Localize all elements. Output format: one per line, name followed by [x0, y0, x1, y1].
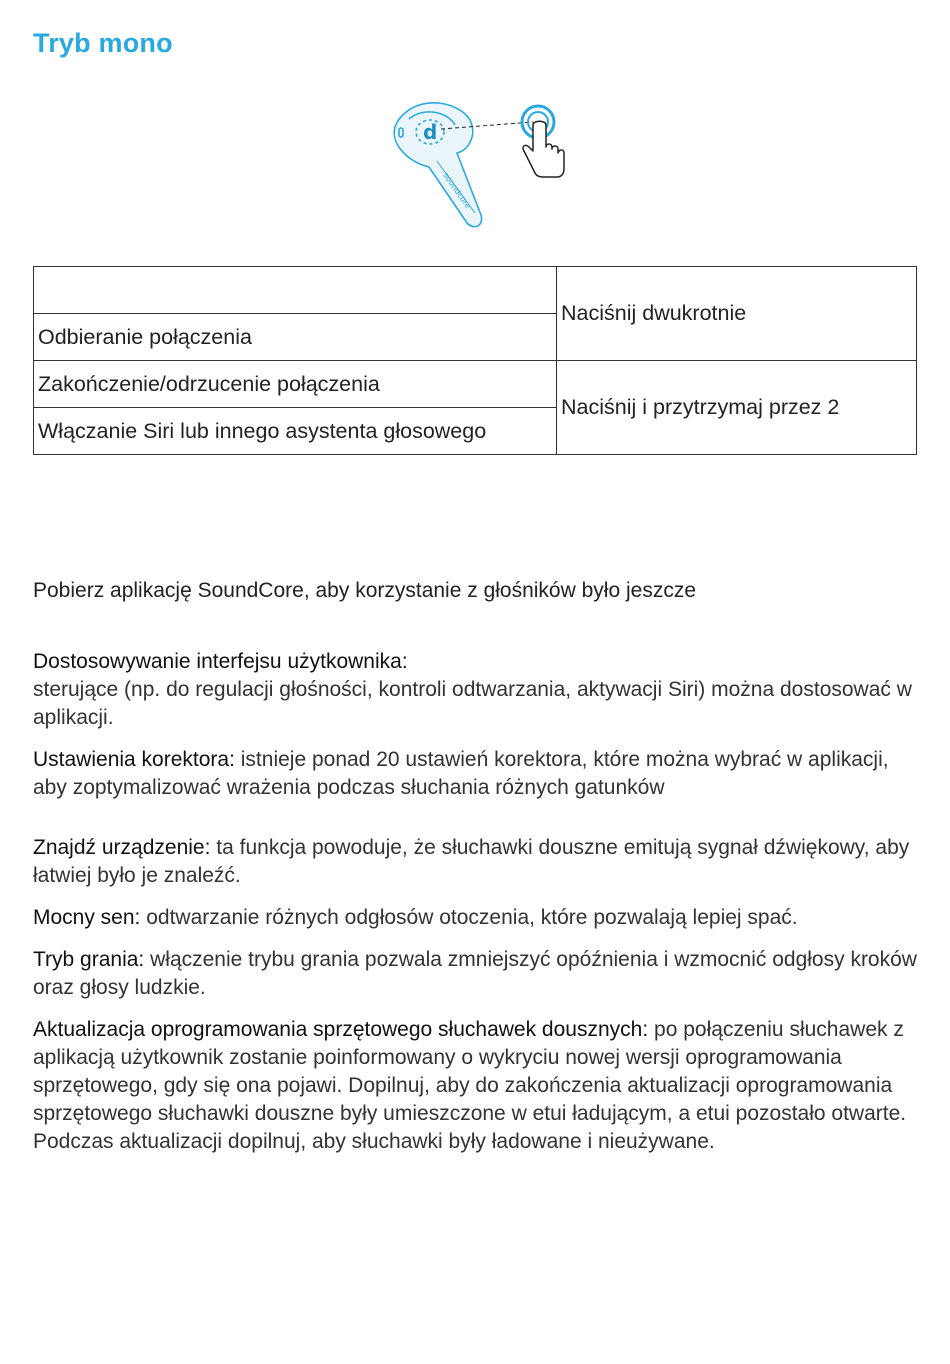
feature-label: Ustawienia korektora:: [33, 748, 235, 771]
earbud-logo-letter: d: [423, 120, 438, 144]
table-cell-action: Odbieranie połączenia: [34, 314, 557, 361]
feature-item: [33, 648, 923, 732]
controls-table: [33, 266, 917, 455]
table-cell-gesture: Naciśnij dwukrotnie: [557, 267, 917, 361]
feature-label: Znajdź urządzenie:: [33, 836, 211, 859]
earbud-tap-illustration: [385, 95, 575, 235]
feature-item: [33, 746, 923, 802]
feature-text: sterujące (np. do regulacji głośności, kontroli odtwarzania, aktywacji Siri) można dostosować w aplikacji.: [33, 678, 912, 729]
feature-label: Aktualizacja oprogramowania sprzętowego słuchawek dousznych:: [33, 1018, 649, 1041]
earbud-icon: [394, 103, 481, 227]
feature-item: [33, 946, 923, 1002]
table-cell-gesture: Naciśnij i przytrzymaj przez 2: [557, 361, 917, 455]
feature-text: włączenie trybu grania pozwala zmniejszyć opóźnienia i wzmocnić odgłosy kroków oraz głosy ludzkie.: [33, 948, 917, 999]
table-cell-action: [34, 267, 557, 314]
feature-label: Dostosowywanie interfejsu użytkownika:: [33, 650, 408, 673]
page-title: Tryb mono: [33, 28, 173, 58]
table-cell-action: Zakończenie/odrzucenie połączenia: [34, 361, 557, 408]
table-row: [34, 361, 917, 408]
feature-text: istnieje ponad 20 ustawień korektora, które można wybrać w aplikacji, aby zoptymalizować wrażenia podczas słuchania różnych gatunków: [33, 748, 889, 799]
table-row: [34, 267, 917, 314]
feature-text: odtwarzanie różnych odgłosów otoczenia, które pozwalają lepiej spać.: [146, 906, 798, 929]
feature-item: [33, 1016, 923, 1156]
intro-paragraph: Pobierz aplikację SoundCore, aby korzystanie z głośników było jeszcze: [33, 579, 696, 602]
feature-item: [33, 834, 923, 890]
feature-list: [33, 648, 923, 1170]
soundcore-logo: soundcore: [441, 170, 473, 211]
feature-label: Tryb grania:: [33, 948, 145, 971]
feature-text: po połączeniu słuchawek z aplikacją użytkownik zostanie poinformowany o wykryciu nowej wersji oprogramowania sprzętowego, gdy się ona pojawi. Dopilnuj, aby do zakończenia aktualizacji oprogramowania sprzętowego słuchawki douszne były umieszczone w etui ładującym, a etui pozostało otwarte. Podczas aktualizacji dopilnuj, aby słuchawki były ładowane i nieużywane.: [33, 1018, 907, 1153]
table-cell-action: Włączanie Siri lub innego asystenta głosowego: [34, 408, 557, 455]
feature-item: [33, 904, 923, 932]
tap-hand-icon: [522, 106, 564, 177]
feature-label: Mocny sen:: [33, 906, 141, 929]
feature-text: ta funkcja powoduje, że słuchawki douszne emitują sygnał dźwiękowy, aby łatwiej było je znaleźć.: [33, 836, 910, 887]
